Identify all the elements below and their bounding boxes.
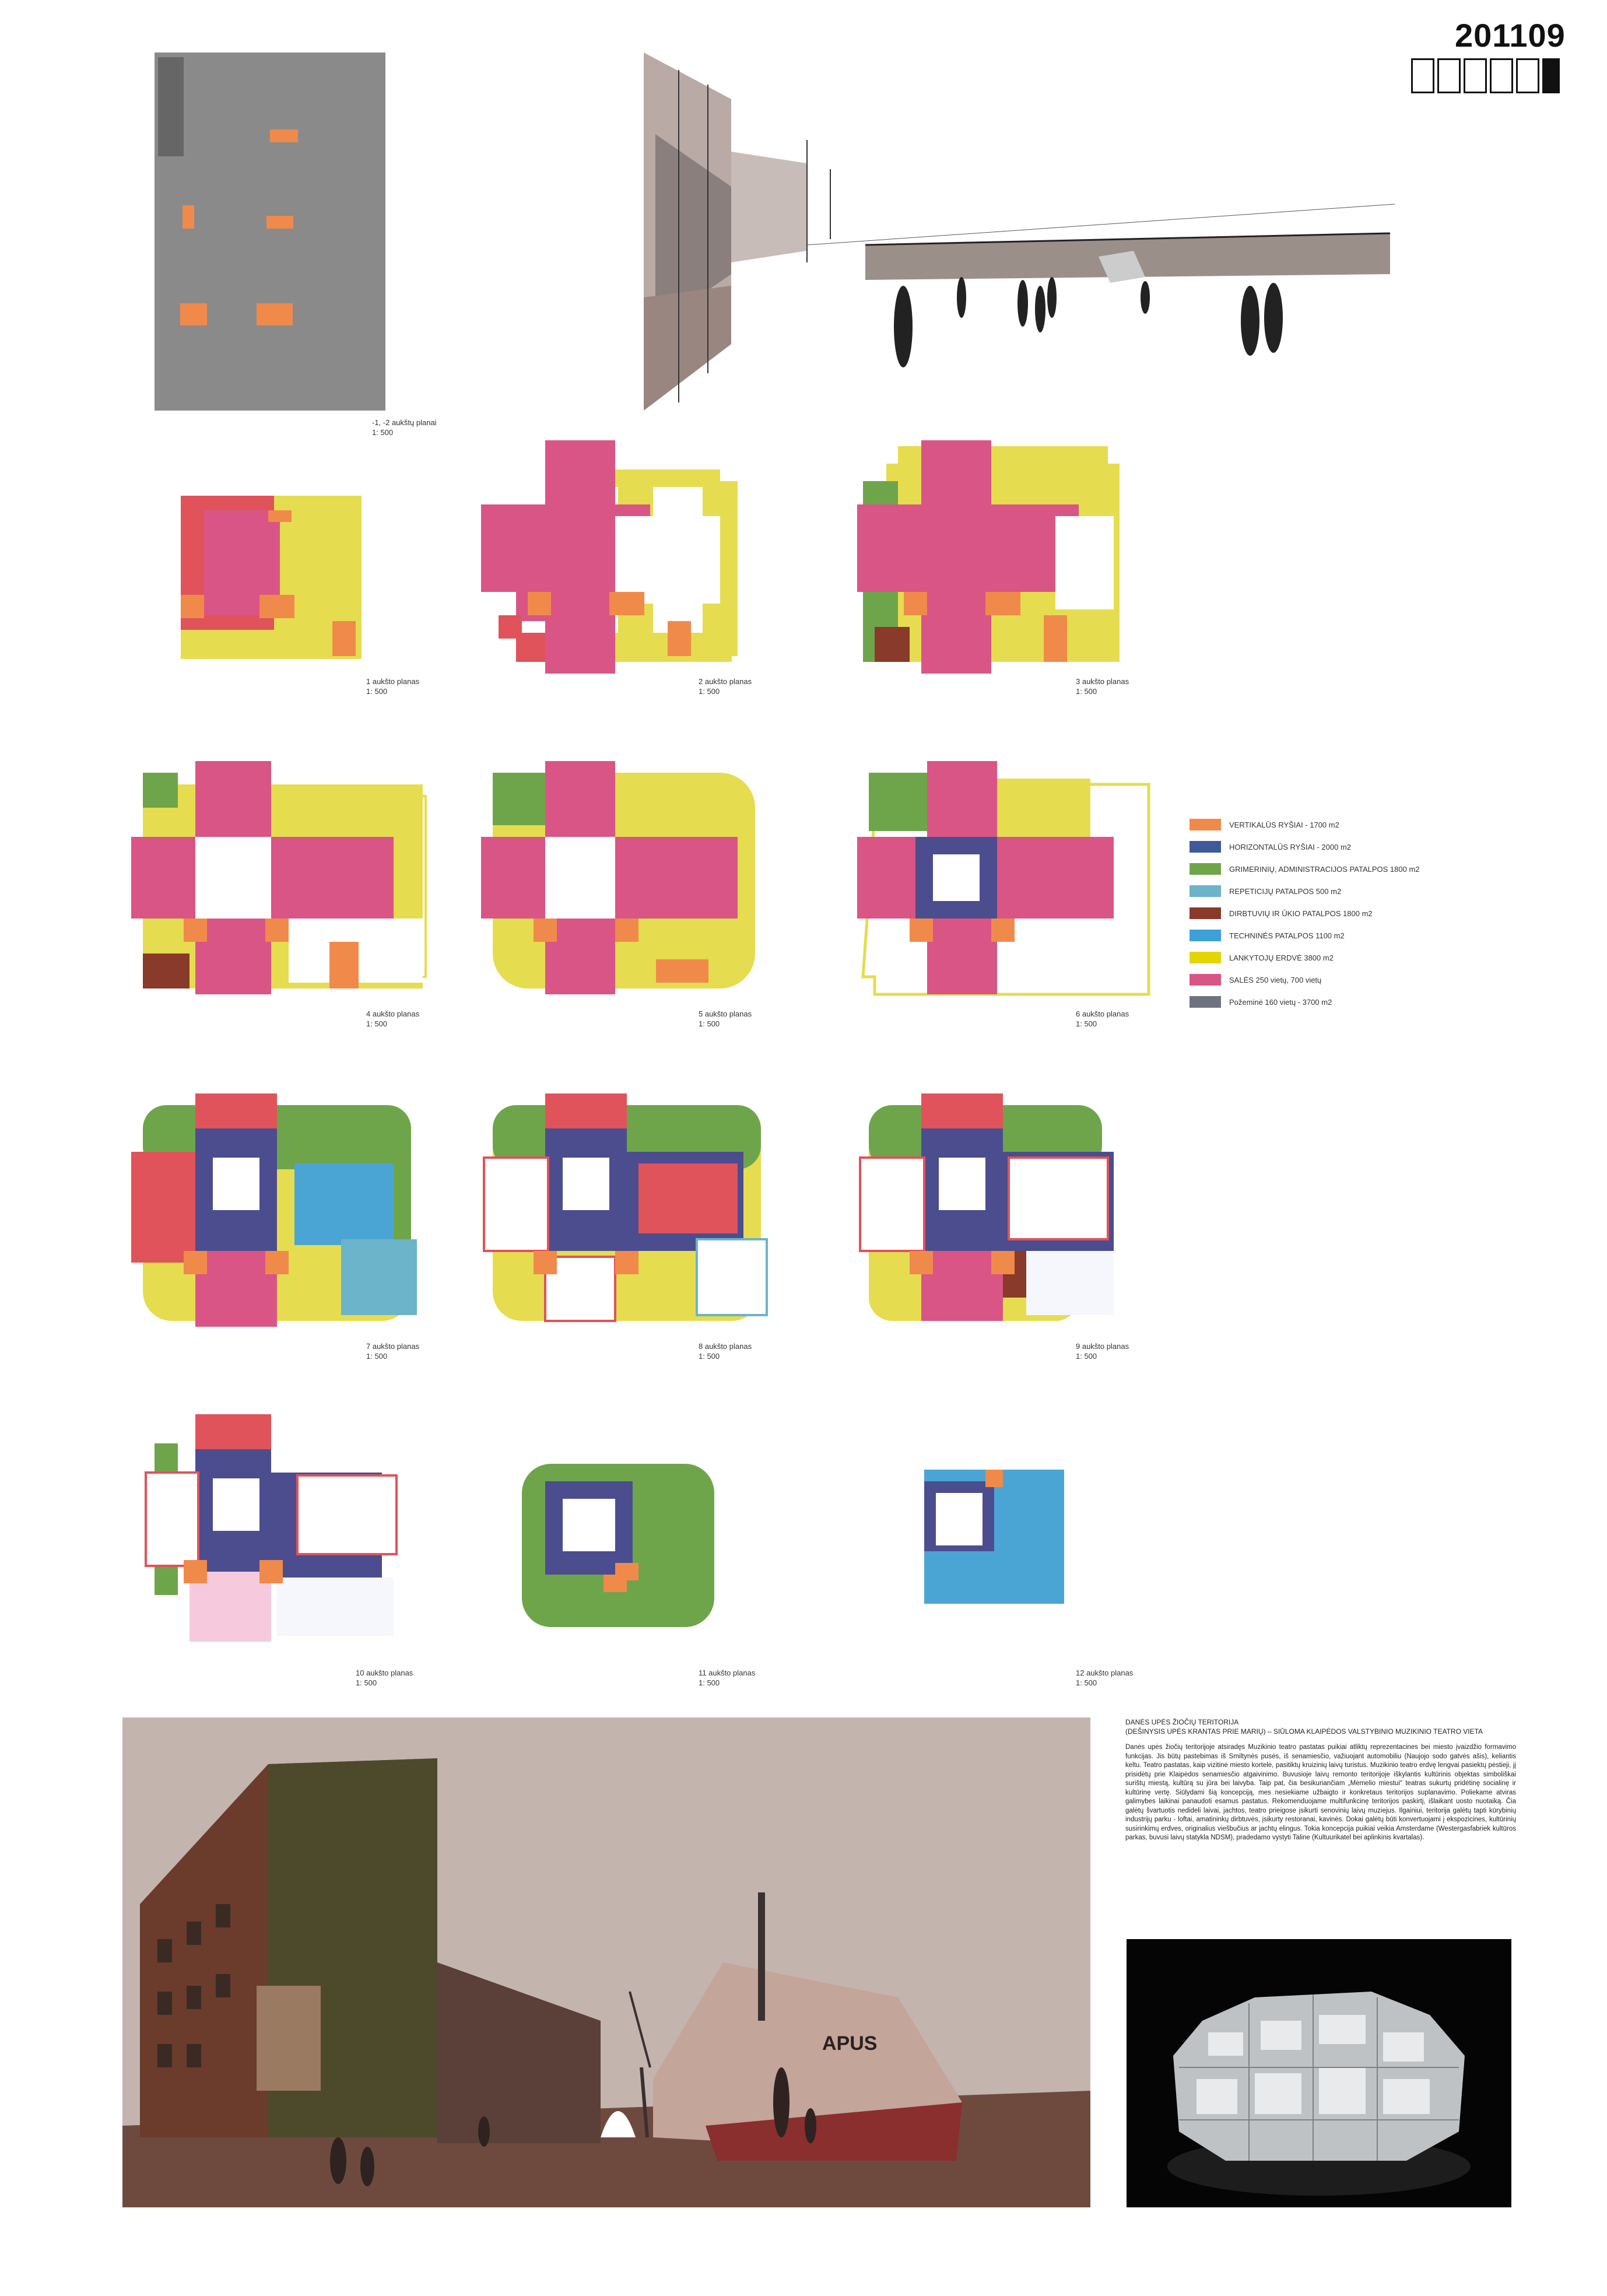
plan-scale: 1: 500 <box>366 1019 388 1028</box>
legend <box>1190 814 1420 1013</box>
plan-10-caption <box>356 1668 413 1688</box>
description-subtitle: (DEŠINYSIS UPĖS KRANTAS PRIE MARIŲ) – SIŪLOMA KLAIPĖDOS VALSTYBINIO MUZIKINIO TEATRO VIETA <box>1125 1727 1483 1736</box>
plan-label: 12 aukšto planas <box>1076 1668 1134 1677</box>
plan-11-caption <box>699 1668 755 1688</box>
floor-plan-5 <box>481 761 761 994</box>
floor-plan-10 <box>143 1414 405 1647</box>
plan-1-caption <box>366 676 419 696</box>
plan-scale: 1: 500 <box>699 1019 720 1028</box>
legend-label: Požeminė 160 vietų - 3700 m2 <box>1229 997 1332 1007</box>
floor-plan-7 <box>131 1093 429 1327</box>
plan-label: 11 aukšto planas <box>699 1668 756 1677</box>
plan-label: 5 aukšto planas <box>699 1009 752 1018</box>
plan-label: 8 aukšto planas <box>699 1342 752 1351</box>
legend-swatch <box>1190 863 1221 875</box>
legend-item <box>1190 969 1420 991</box>
plan-scale: 1: 500 <box>366 687 388 696</box>
floor-plan-9 <box>857 1093 1155 1327</box>
legend-label: LANKYTOJŲ ERDVĖ 3800 m2 <box>1229 953 1334 962</box>
plan-3-caption <box>1076 676 1129 696</box>
plan-6-caption <box>1076 1009 1129 1029</box>
legend-item <box>1190 814 1420 836</box>
plan-scale: 1: 500 <box>699 687 720 696</box>
legend-swatch <box>1190 974 1221 986</box>
header-box <box>1490 58 1513 93</box>
floor-plan-4 <box>131 761 431 994</box>
plan-4-caption <box>366 1009 419 1029</box>
plan-9-caption <box>1076 1341 1129 1361</box>
plan-8-caption <box>699 1341 752 1361</box>
legend-label: REPETICIJŲ PATALPOS 500 m2 <box>1229 886 1342 896</box>
legend-swatch <box>1190 819 1221 830</box>
legend-label: HORIZONTALŪS RYŠIAI - 2000 m2 <box>1229 842 1352 851</box>
harbour-photo <box>122 1717 1090 2207</box>
description-body: Danės upės žiočių teritorijoje atsiradęs Muzikinio teatro pastatas puikiai atliktų reprezentacines bei miesto įvaizdžio formavimo funkcijas. Jis būtų pastebimas iš Smiltynės pusės, iš senamiesčio, važiuojant automobiliu (Naujojo sodo gatvės ašis), keliantis keltu. Teatro pastatas, kaip vizitinė miesto kortelė, pasitiktų kruizinių laivų turistus. Muzikinio teatro erdvę lengvai pasiektų pėstieji, jį prisidėtų prie Klaipėdos senamiesčio atgaivinimo. Buvusioje laivų remonto teritorijoje iškylantis kultūrinis objektas simboliškai surištų miestą, kultūrą su jūra bei laivyba. Taip pat, čia besikuriančiam „Mėmelio miestui" teatras sukurtų pridėtinę socialinę ir kultūrinę vertę. Siūlydami šią koncepciją, mes nesiekiame užbaigto ir konkretaus teritorijos suplanavimo. Poliekame atviras galimybes laikinai panaudoti esamus pastatus. Rekomenduojame multifunkcinę teritorijos paskirtį, išlaikant uosto nuotaiką. Čia galėtų švartuotis nedideli laivai, jachtos, teatro prieigose įsikurti senovinių laivų muziejus. Ilgainiui, teritorija galėtų tapti kūrybinių industrijų parku - loftai, amatininkų dirbtuvės, įsikurty restoranai, kavinės. Dokai galėtų būti konvertuojami į ekspozicines, kultūrinių susirinkimų erdves, originalius viešbučius ar jachtų elingus. Tokia koncepcija puikiai veikia Amsterdame (Westergasfabriek kultūros parkas, buvusi laivų statykla NDSM), pradedamo vystyti Taline (Kultuurikatel bei aplinkinis kvartalas). <box>1125 1744 1516 1841</box>
page-code: 201109 <box>1455 17 1566 54</box>
plan-2-caption <box>699 676 752 696</box>
plan-7-caption <box>366 1341 419 1361</box>
plan-scale: 1: 500 <box>1076 1678 1097 1687</box>
legend-item <box>1190 836 1420 858</box>
plan-scale: 1: 500 <box>1076 687 1097 696</box>
plan-label: 10 aukšto planas <box>356 1668 413 1677</box>
plan-12-caption <box>1076 1668 1133 1688</box>
floor-plan-8 <box>481 1093 778 1327</box>
plan-label: 4 aukšto planas <box>366 1009 420 1018</box>
plan-label: -1, -2 aukštų planai <box>372 418 437 427</box>
plan-scale: 1: 500 <box>372 428 394 437</box>
plan-label: 7 aukšto planas <box>366 1342 420 1351</box>
interior-render <box>644 52 1395 411</box>
legend-label: GRIMERINIŲ, ADMINISTRACIJOS PATALPOS 1800 m2 <box>1229 864 1420 874</box>
header-box <box>1411 58 1434 93</box>
floor-plan-11 <box>522 1458 714 1633</box>
floor-plan-1 <box>178 493 364 662</box>
plan-label: 2 aukšto planas <box>699 677 752 686</box>
legend-swatch <box>1190 930 1221 941</box>
header-box <box>1516 58 1539 93</box>
legend-label: DIRBTUVIŲ IR ŪKIO PATALPOS 1800 m2 <box>1229 909 1373 918</box>
legend-item <box>1190 858 1420 880</box>
underground-plan-caption <box>372 418 437 437</box>
description-title: DANĖS UPĖS ŽIOČIŲ TERITORIJA <box>1125 1718 1239 1726</box>
description <box>1125 1717 1516 1843</box>
plan-label: 1 aukšto planas <box>366 677 420 686</box>
header-box <box>1464 58 1487 93</box>
legend-swatch <box>1190 952 1221 963</box>
plan-scale: 1: 500 <box>1076 1019 1097 1028</box>
plan-scale: 1: 500 <box>356 1678 377 1687</box>
legend-label: TECHNINĖS PATALPOS 1100 m2 <box>1229 931 1345 940</box>
floor-plan-2 <box>481 440 738 674</box>
underground-plan <box>155 52 385 411</box>
floor-plan-3 <box>857 440 1137 674</box>
header-box <box>1542 58 1560 93</box>
floor-plan-6 <box>857 761 1160 1000</box>
legend-item <box>1190 924 1420 947</box>
legend-swatch <box>1190 885 1221 897</box>
model-photo <box>1127 1939 1511 2207</box>
legend-label: VERTIKALŪS RYŠIAI - 1700 m2 <box>1229 820 1339 829</box>
plan-5-caption <box>699 1009 752 1029</box>
legend-swatch <box>1190 907 1221 919</box>
legend-label: SALĖS 250 vietų, 700 vietų <box>1229 975 1322 984</box>
plan-scale: 1: 500 <box>699 1352 720 1361</box>
plan-label: 6 aukšto planas <box>1076 1009 1129 1018</box>
legend-item <box>1190 880 1420 902</box>
legend-swatch <box>1190 996 1221 1008</box>
legend-swatch <box>1190 841 1221 853</box>
legend-item <box>1190 902 1420 924</box>
header-box <box>1437 58 1461 93</box>
plan-label: 9 aukšto planas <box>1076 1342 1129 1351</box>
plan-label: 3 aukšto planas <box>1076 677 1129 686</box>
legend-item <box>1190 947 1420 969</box>
plan-scale: 1: 500 <box>366 1352 388 1361</box>
plan-scale: 1: 500 <box>1076 1352 1097 1361</box>
ship-name: APUS <box>822 2032 878 2055</box>
floor-plan-12 <box>924 1470 1064 1604</box>
plan-scale: 1: 500 <box>699 1678 720 1687</box>
legend-item <box>1190 991 1420 1013</box>
